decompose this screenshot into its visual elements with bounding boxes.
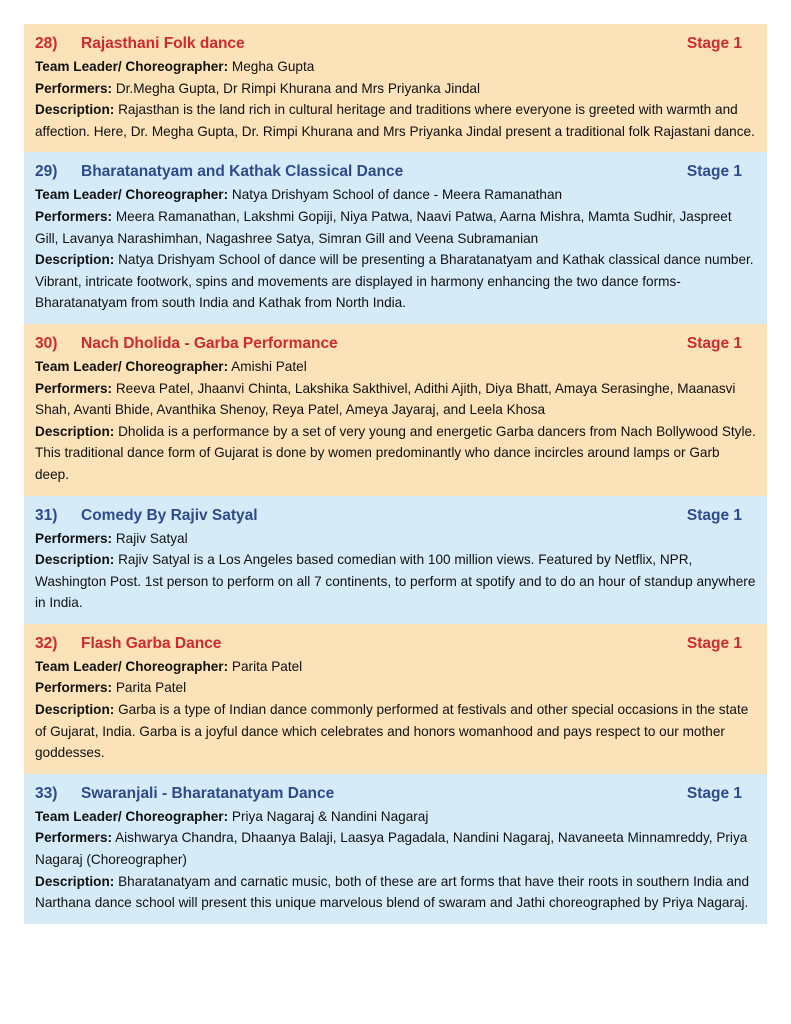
entry-title-group xyxy=(35,505,258,526)
entry-stage: Stage 1 xyxy=(686,634,742,652)
performers-label: Performers: xyxy=(35,680,113,696)
entry-title: Nach Dholida - Garba Performance xyxy=(81,334,338,352)
description-line xyxy=(35,699,756,764)
entry-stage: Stage 1 xyxy=(686,334,742,352)
team-leader-label: Team Leader/ Choreographer: xyxy=(35,658,229,674)
team-leader-line xyxy=(35,806,756,828)
entry-heading xyxy=(35,505,756,526)
description-value: Bharatanatyam and carnatic music, both of these are art forms that have their roots in southern India and Narthana dance school will present this unique marvelous blend of swaram and Jathi choreographed by Priya Nagaraj. xyxy=(35,873,750,911)
performers-line xyxy=(35,78,756,100)
performers-label: Performers: xyxy=(35,830,113,846)
description-value: Dholida is a performance by a set of very young and energetic Garba dancers from Nach Bollywood Style. This traditional dance form of Gujarat is done by women predominantly who dance incircles around lamps or Garb deep. xyxy=(35,423,756,482)
entry-heading xyxy=(35,161,756,182)
entry-title-group xyxy=(35,33,245,54)
entry-title-group xyxy=(35,161,403,182)
entry-stage: Stage 1 xyxy=(686,35,742,52)
entry-title: Swaranjali - Bharatanatyam Dance xyxy=(81,784,335,802)
entry-heading xyxy=(35,33,756,54)
team-leader-label: Team Leader/ Choreographer: xyxy=(35,59,229,74)
description-value: Natya Drishyam School of dance will be presenting a Bharatanatyam and Kathak classical dance number. Vibrant, intricate footwork, spins and movements are displayed in harmony enhancing the two dance forms- Bharatanatyam from south India and Kathak from North India. xyxy=(35,252,754,311)
description-label: Description: xyxy=(35,552,115,568)
team-leader-line xyxy=(35,184,756,206)
performers-line xyxy=(35,677,756,699)
team-leader-label: Team Leader/ Choreographer: xyxy=(35,187,229,203)
performers-value: Aishwarya Chandra, Dhaanya Balaji, Laasya Pagadala, Nandini Nagaraj, Navaneeta Minnamreddy, Priya Nagaraj (Choreographer) xyxy=(35,830,748,868)
entry-number: 33) xyxy=(35,784,58,802)
team-leader-label: Team Leader/ Choreographer: xyxy=(35,358,229,374)
entry-number: 31) xyxy=(35,506,58,524)
team-leader-value: Parita Patel xyxy=(231,658,303,674)
description-line xyxy=(35,421,756,486)
program-entry-31 xyxy=(24,496,767,624)
entry-title: Comedy By Rajiv Satyal xyxy=(81,506,258,524)
description-line xyxy=(35,871,756,914)
performers-label: Performers: xyxy=(35,530,113,546)
team-leader-line xyxy=(35,56,756,78)
description-label: Description: xyxy=(35,252,115,268)
description-label: Description: xyxy=(35,102,115,118)
entry-title-group xyxy=(35,633,221,654)
performers-label: Performers: xyxy=(35,80,113,96)
performers-line xyxy=(35,206,756,249)
entry-title: Bharatanatyam and Kathak Classical Dance xyxy=(81,163,404,181)
entry-heading xyxy=(35,633,756,654)
performers-value: Parita Patel xyxy=(115,680,187,696)
program-entry-33 xyxy=(24,774,767,924)
performers-value: Rajiv Satyal xyxy=(115,530,188,546)
description-value: Garba is a type of Indian dance commonly performed at festivals and other special occasions in the state of Gujarat, India. Garba is a joyful dance which celebrates and honors womanhood and pays respect to our mother goddesses. xyxy=(35,702,749,761)
team-leader-line xyxy=(35,356,756,378)
team-leader-value: Megha Gupta xyxy=(231,59,315,74)
description-label: Description: xyxy=(35,873,115,889)
description-label: Description: xyxy=(35,702,115,718)
entry-title: Rajasthani Folk dance xyxy=(81,35,245,52)
description-label: Description: xyxy=(35,423,115,439)
description-line xyxy=(35,249,756,314)
description-value: Rajiv Satyal is a Los Angeles based comedian with 100 million views. Featured by Netflix, NPR, Washington Post. 1st person to perform on all 7 continents, to perform at spotify and to do an hour of standup anywhere in India. xyxy=(35,552,756,611)
performers-value: Reeva Patel, Jhaanvi Chinta, Lakshika Sakthivel, Adithi Ajith, Diya Bhatt, Amaya Serasinghe, Maanasvi Shah, Avanti Bhide, Avanthika Shenoy, Reya Patel, Ameya Jayaraj, and Leela Khosa xyxy=(35,380,736,418)
entry-heading xyxy=(35,333,756,354)
entry-stage: Stage 1 xyxy=(686,506,742,524)
performers-value: Dr.Megha Gupta, Dr Rimpi Khurana and Mrs Priyanka Jindal xyxy=(115,80,481,96)
program-entry-28 xyxy=(24,24,767,152)
entry-stage: Stage 1 xyxy=(686,163,742,181)
performers-line xyxy=(35,378,756,421)
description-value: Rajasthan is the land rich in cultural heritage and traditions where everyone is greeted with warmth and affection. Here, Dr. Megha Gupta, Dr. Rimpi Khurana and Mrs Priyanka Jindal present a traditional folk Rajastani dance. xyxy=(35,102,755,139)
entry-number: 32) xyxy=(35,634,58,652)
program-entry-32 xyxy=(24,624,767,774)
entry-number: 28) xyxy=(35,35,58,52)
performers-line xyxy=(35,528,756,550)
performers-label: Performers: xyxy=(35,208,113,224)
team-leader-label: Team Leader/ Choreographer: xyxy=(35,808,229,824)
description-line xyxy=(35,99,756,142)
entry-stage: Stage 1 xyxy=(686,784,742,802)
program-entry-29 xyxy=(24,152,767,324)
program-list xyxy=(24,24,767,924)
performers-value: Meera Ramanathan, Lakshmi Gopiji, Niya Patwa, Naavi Patwa, Aarna Mishra, Mamta Sudhir, Jaspreet Gill, Lavanya Narashimhan, Nagashree Satya, Simran Gill and Veena Subramanian xyxy=(35,208,732,246)
entry-number: 30) xyxy=(35,334,58,352)
team-leader-value: Natya Drishyam School of dance - Meera Ramanathan xyxy=(231,187,563,203)
entry-title-group xyxy=(35,783,334,804)
program-entry-30 xyxy=(24,324,767,496)
performers-label: Performers: xyxy=(35,380,113,396)
description-line xyxy=(35,549,756,614)
team-leader-line xyxy=(35,656,756,678)
entry-number: 29) xyxy=(35,163,58,181)
entry-title: Flash Garba Dance xyxy=(81,634,222,652)
entry-title-group xyxy=(35,333,338,354)
team-leader-value: Priya Nagaraj & Nandini Nagaraj xyxy=(231,808,429,824)
team-leader-value: Amishi Patel xyxy=(231,358,307,374)
performers-line xyxy=(35,827,756,870)
entry-heading xyxy=(35,783,756,804)
